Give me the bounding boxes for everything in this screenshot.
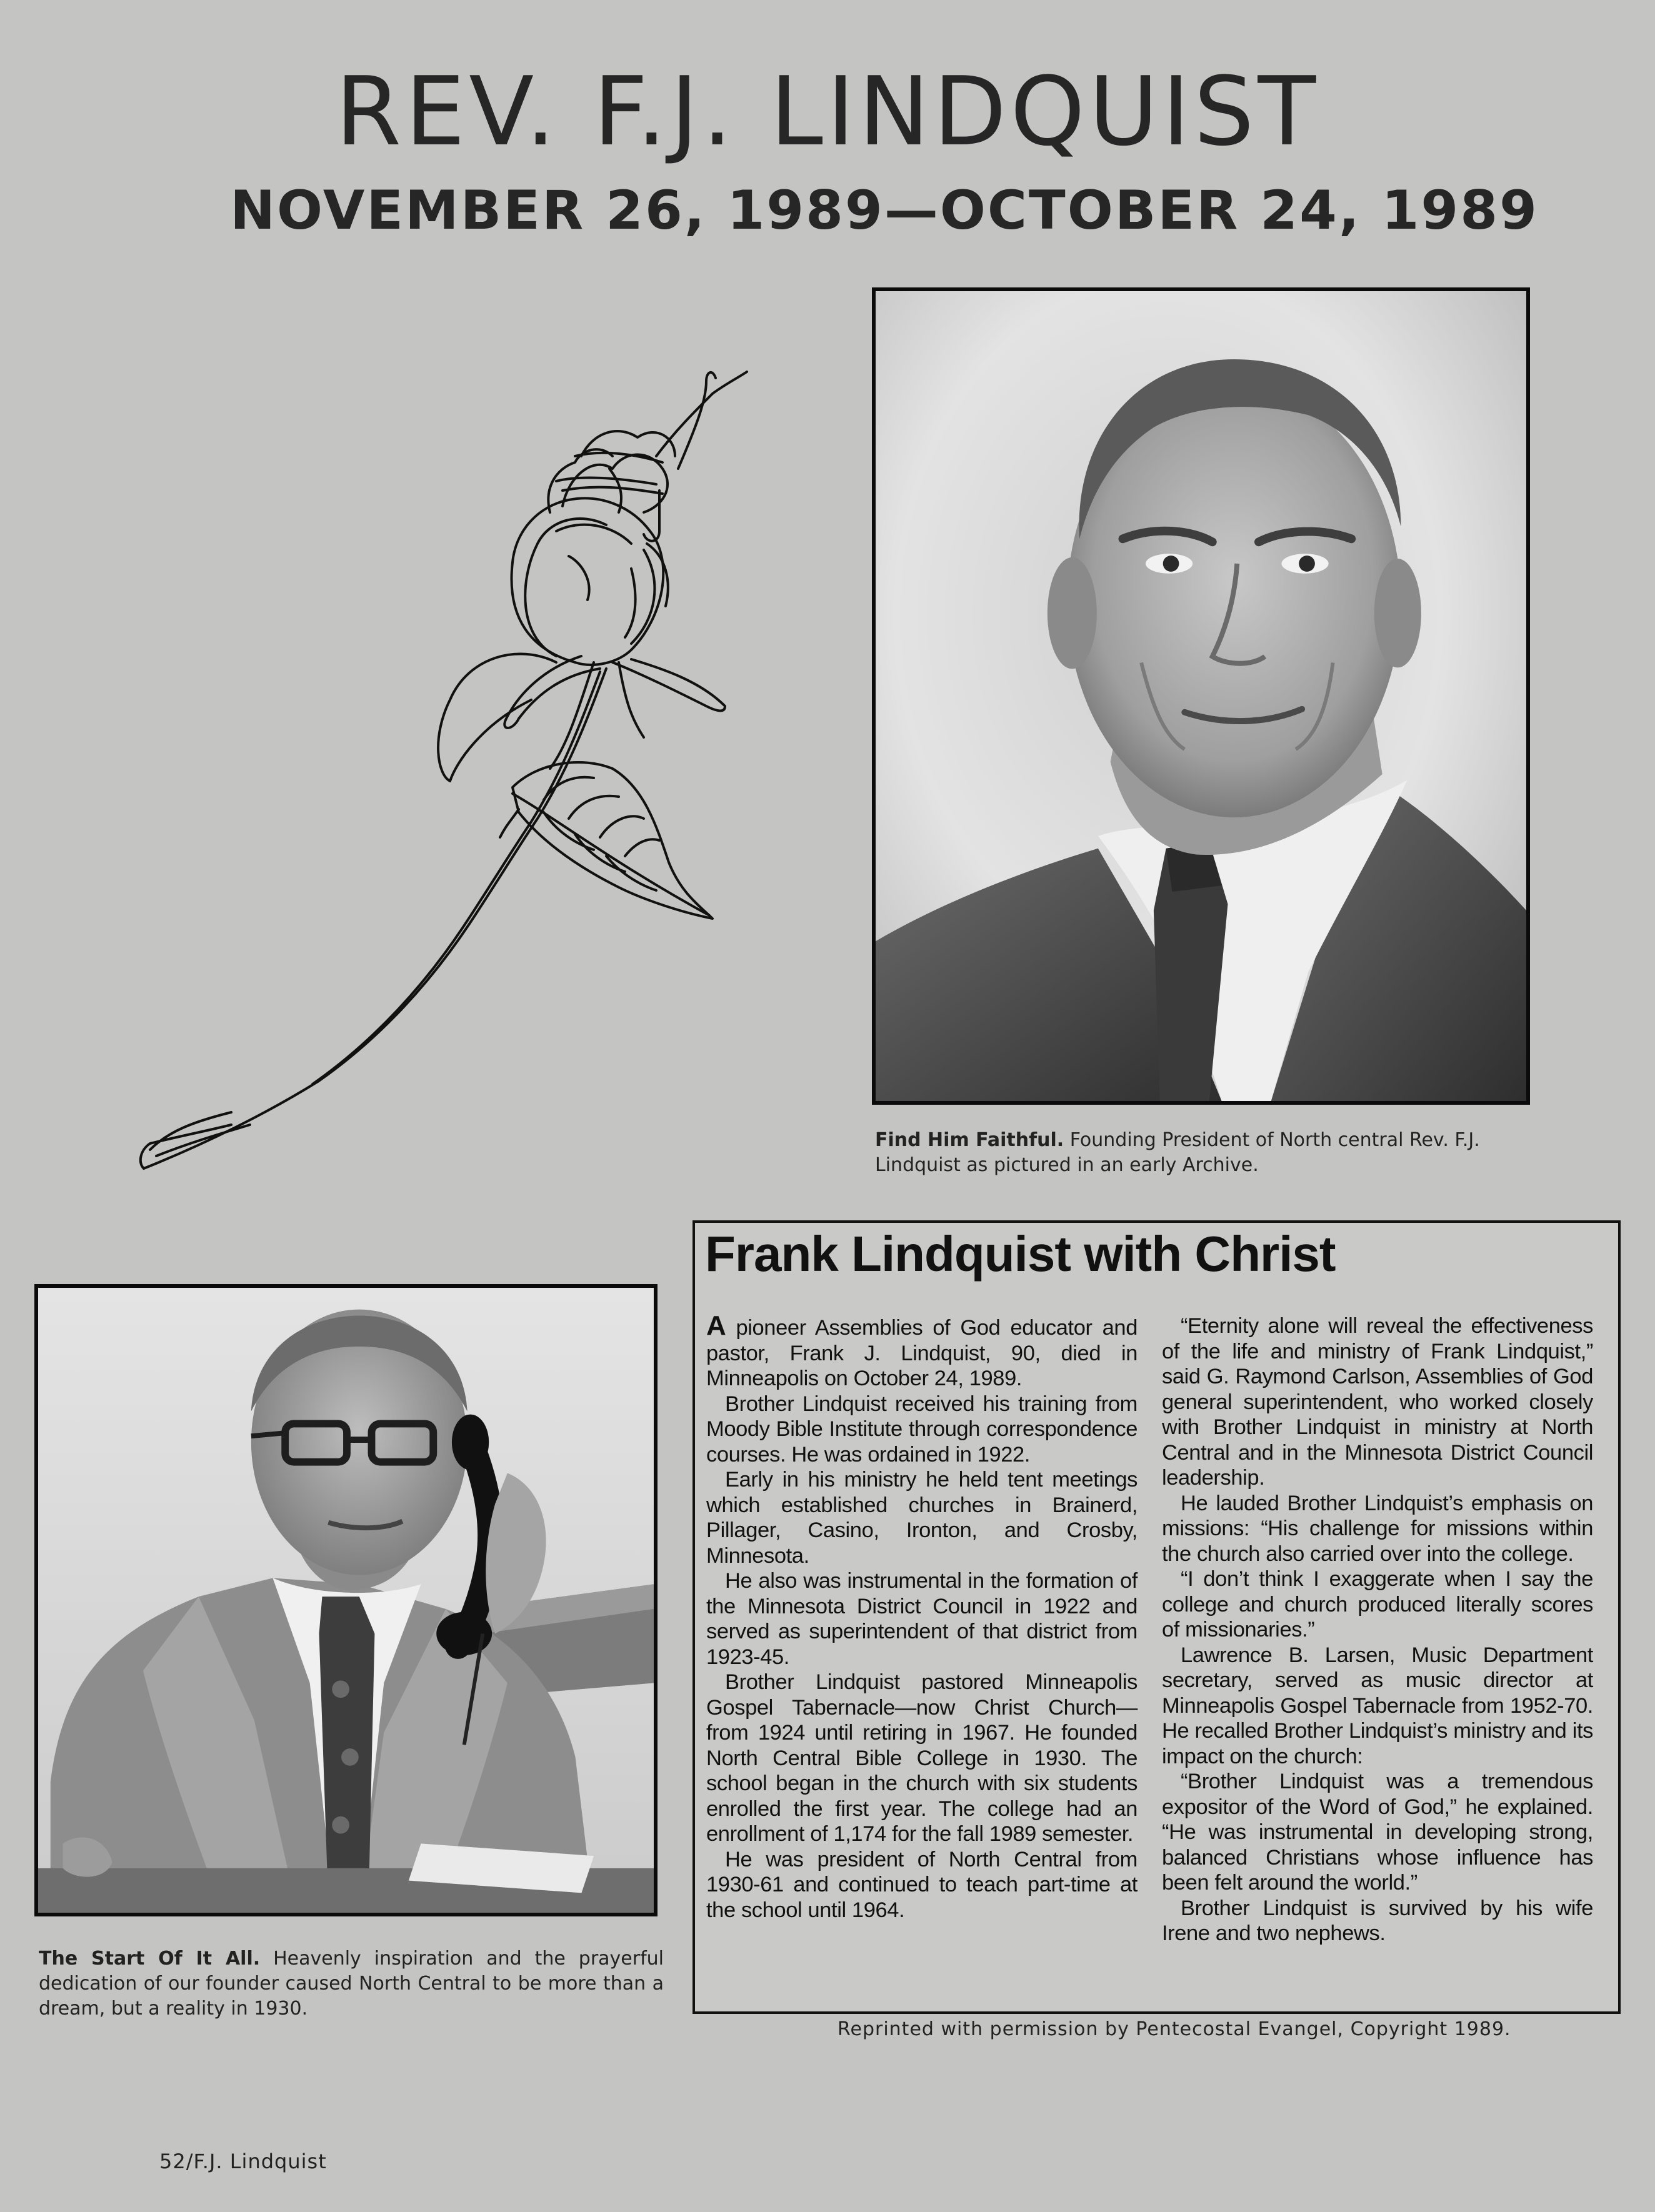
portrait-caption <box>875 1128 1531 1178</box>
portrait-caption-text: Founding President of North central Rev. F.J. Lindquist as pictured in an early Archive. <box>875 1129 1480 1176</box>
portrait-caption-lead: Find Him Faithful. <box>875 1129 1064 1151</box>
article-paragraph: Brother Lindquist is survived by his wife Irene and two nephews. <box>1162 1896 1593 1945</box>
page-title: REV. F.J. LINDQUIST <box>335 56 1320 167</box>
article-paragraph <box>706 1310 1138 1392</box>
article-headline: Frank Lindquist with Christ <box>705 1226 1336 1282</box>
desk-caption-text: Heavenly inspiration and the prayerful dedication of our founder caused North Central to be more than a dream, but a reality in 1930. <box>39 1948 664 2020</box>
portrait-photo <box>872 287 1530 1105</box>
article-paragraph: He lauded Brother Lindquist’s emphasis on missions: “His challenge for missions within the church also carried over into the college. <box>1162 1491 1593 1566</box>
article-column-1 <box>706 1310 1138 1923</box>
article-dropcap: A <box>706 1310 726 1341</box>
desk-caption-lead: The Start Of It All. <box>39 1948 261 1970</box>
page-folio: 52/F.J. Lindquist <box>159 2150 327 2173</box>
article-paragraph: “I don’t think I exaggerate when I say the college and church produced literally scores of missionaries.” <box>1162 1567 1593 1642</box>
article-paragraph: He also was instrumental in the formation of the Minnesota District Council in 1922 and served as superintendent of that district from 1923-45. <box>706 1569 1138 1669</box>
rose-illustration <box>81 269 831 1175</box>
article-paragraph: “Eternity alone will reveal the effectiveness of the life and ministry of Frank Lindquist,” said G. Raymond Carlson, Assemblies of God general superintendent, who worked closely with Brother Lindquist in ministry at North Central and in the Minnesota District Council leadership. <box>1162 1314 1593 1490</box>
article-paragraph: Lawrence B. Larsen, Music Department secretary, served as music director at Minneapolis Gospel Tabernacle from 1952-70. He recalled Brother Lindquist’s ministry and its impact on the church: <box>1162 1643 1593 1768</box>
article-paragraph-text: pioneer Assemblies of God educator and pastor, Frank J. Lindquist, 90, died in Minneapolis on October 24, 1989. <box>706 1316 1138 1390</box>
article-column-2 <box>1162 1313 1593 1946</box>
desk-photo <box>34 1284 658 1916</box>
article-paragraph: “Brother Lindquist was a tremendous expositor of the Word of God,” he explained. “He was instrumental in developing strong, balanced Christians whose influence has been felt around the world.” <box>1162 1770 1593 1895</box>
article-paragraph: He was president of North Central from 1930-61 and continued to teach part-time at the school until 1964. <box>706 1847 1138 1922</box>
desk-caption <box>39 1946 664 2021</box>
page-dates: NOVEMBER 26, 1989—OCTOBER 24, 1989 <box>230 179 1539 242</box>
obituary-article <box>692 1220 1621 2014</box>
article-paragraph: Brother Lindquist received his training from Moody Bible Institute through correspondence courses. He was ordained in 1922. <box>706 1392 1138 1467</box>
reprint-note: Reprinted with permission by Pentecostal Evangel, Copyright 1989. <box>838 2018 1511 2040</box>
article-paragraph: Brother Lindquist pastored Minneapolis Gospel Tabernacle—now Christ Church—from 1924 until retiring in 1967. He founded North Central Bible College in 1930. The school began in the church with six students enrolled the first year. The college had an enrollment of 1,174 for the fall 1989 semester. <box>706 1670 1138 1846</box>
article-paragraph: Early in his ministry he held tent meetings which established churches in Brainerd, Pillager, Casino, Ironton, and Crosby, Minnesota. <box>706 1468 1138 1568</box>
